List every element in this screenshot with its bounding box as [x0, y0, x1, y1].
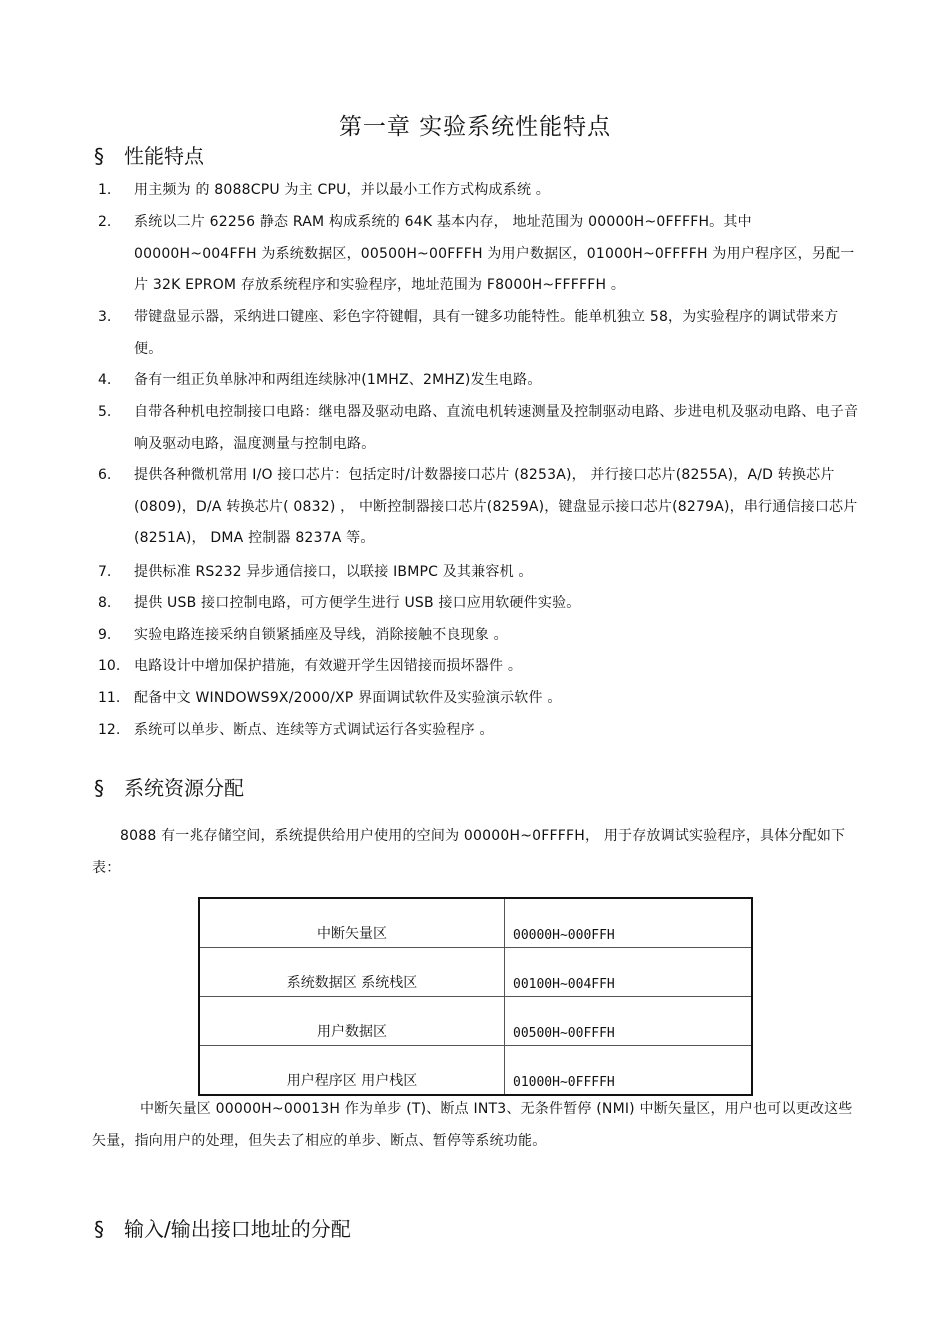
list-item-text: 提供标准 RS232 异步通信接口，以联接 IBMPC 及其兼容机 。 [134, 564, 533, 580]
section-title: 性能特点 [124, 144, 204, 168]
memory-allocation-table [198, 897, 753, 1096]
section-mark: § [94, 144, 104, 168]
section-heading-features [94, 140, 204, 169]
list-item [98, 588, 866, 620]
table-cell-area: 用户数据区 [199, 997, 505, 1046]
list-item [98, 715, 866, 747]
list-item-text: 配备中文 WINDOWS9X/2000/XP 界面调试软件及实验演示软件 。 [134, 690, 562, 706]
table-row [199, 1046, 752, 1096]
resources-intro-paragraph [92, 821, 860, 884]
list-item [98, 175, 866, 207]
table-row [199, 997, 752, 1046]
section-mark: § [94, 1217, 104, 1241]
list-item-number: 4. [98, 372, 112, 388]
section-title: 系统资源分配 [124, 776, 244, 800]
list-item-text: 自带各种机电控制接口电路：继电器及驱动电路、直流电机转速测量及控制驱动电路、步进电机及驱动电路、电子音响及驱动电路，温度测量与控制电路。 [134, 404, 859, 452]
list-item-text: 系统可以单步、断点、连续等方式调试运行各实验程序 。 [134, 722, 494, 738]
list-item-number: 12. [98, 722, 121, 738]
list-item-number: 5. [98, 404, 112, 420]
table-cell-area: 中断矢量区 [199, 898, 505, 948]
list-item-text: 带键盘显示器，采纳进口键座、彩色字符键帽，具有一键多功能特性。能单机独立 58，为实验程序的调试带来方便。 [134, 309, 839, 357]
list-item-number: 2. [98, 214, 112, 230]
list-item [98, 397, 866, 460]
list-item [98, 620, 866, 652]
list-item-text: 备有一组正负单脉冲和两组连续脉冲(1MHZ、2MHZ)发生电路。 [134, 372, 542, 388]
table-row [199, 898, 752, 948]
list-item-text: 提供各种微机常用 I/O 接口芯片：包括定时/计数器接口芯片 (8253A)， 并行接口芯片(8255A)，A/D 转换芯片(0809)，D/A 转换芯片( 0832) ， 中断控制器接口芯片(8259A)，键盘显示接口芯片(8279A)，串行通信接口芯片(8251A)， DMA 控制器 8237A 等。 [134, 467, 858, 546]
section-heading-resources [94, 772, 244, 801]
list-item [98, 651, 866, 683]
list-item-number: 10. [98, 658, 121, 674]
table-cell-range: 00500H~00FFFH [505, 997, 753, 1046]
table-row [199, 948, 752, 997]
table-cell-area: 用户程序区 用户栈区 [199, 1046, 505, 1096]
list-item [98, 683, 866, 715]
list-item-text: 电路设计中增加保护措施，有效避开学生因错接而损坏器件 。 [134, 658, 523, 674]
list-item-text: 实验电路连接采纳自锁紧插座及导线，消除接触不良现象 。 [134, 627, 508, 643]
section-mark: § [94, 776, 104, 800]
list-item [98, 557, 866, 589]
section-heading-io [94, 1213, 351, 1242]
list-item-number: 11. [98, 690, 121, 706]
list-item-text: 用主频为 的 8088CPU 为主 CPU，并以最小工作方式构成系统 。 [134, 182, 551, 198]
list-item [98, 302, 866, 365]
vector-note-paragraph [92, 1094, 860, 1157]
list-item-number: 3. [98, 309, 112, 325]
table-cell-range: 00000H~000FFH [505, 898, 753, 948]
vector-note-text: 中断矢量区 00000H~00013H 作为单步 (T)、断点 INT3、无条件暂停 (NMI) 中断矢量区，用户也可以更改这些矢量，指向用户的处理，但失去了相应的单步、断点、暂停等系统功能。 [92, 1101, 853, 1149]
list-item-number: 7. [98, 564, 112, 580]
list-item [98, 460, 866, 555]
list-item [98, 365, 866, 397]
list-item [98, 207, 866, 302]
table-cell-range: 00100H~004FFH [505, 948, 753, 997]
list-item-number: 9. [98, 627, 112, 643]
resources-intro-text: 8088 有一兆存储空间，系统提供给用户使用的空间为 00000H~0FFFFH， 用于存放调试实验程序，具体分配如下表： [92, 828, 846, 876]
chapter-title: 第一章 实验系统性能特点 [338, 114, 612, 140]
table-cell-range: 01000H~0FFFFH [505, 1046, 753, 1096]
list-item-text: 提供 USB 接口控制电路，可方便学生进行 USB 接口应用软硬件实验。 [134, 595, 581, 611]
list-item-number: 6. [98, 467, 112, 483]
list-item-number: 8. [98, 595, 112, 611]
list-item-number: 1. [98, 182, 112, 198]
list-item-text: 系统以二片 62256 静态 RAM 构成系统的 64K 基本内存， 地址范围为 00000H~0FFFFH。其中 00000H~004FFH 为系统数据区，00500H~00FFFH 为用户数据区，01000H~0FFFFH 为用户程序区，另配一片 32K EPROM 存放系统程序和实验程序，地址范围为 F8000H~FFFFFH 。 [134, 214, 855, 293]
section-title: 输入/输出接口地址的分配 [124, 1217, 351, 1241]
table-cell-area: 系统数据区 系统栈区 [199, 948, 505, 997]
